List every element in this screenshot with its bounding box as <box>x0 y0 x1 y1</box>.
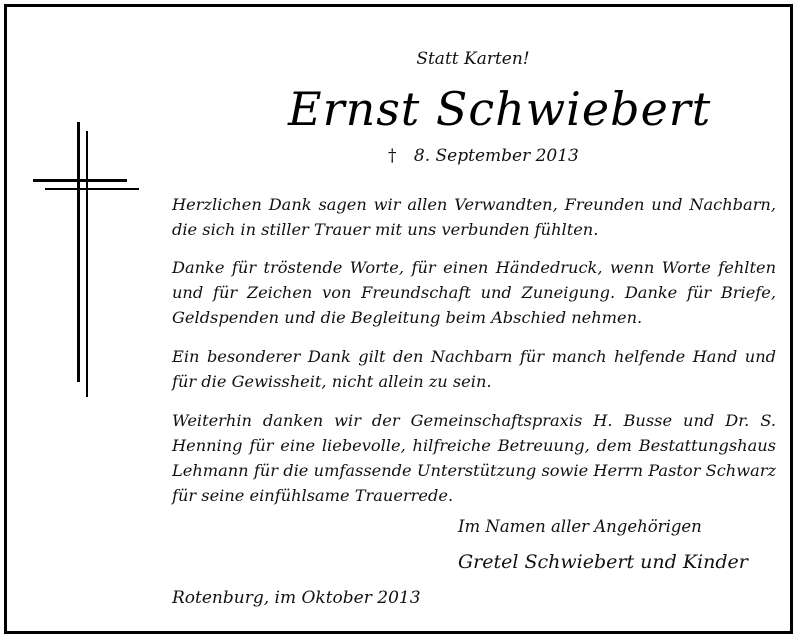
cross-vertical-bar-2 <box>86 131 88 397</box>
dagger-icon: † <box>388 146 397 166</box>
thanks-paragraph-2: Danke für tröstende Worte, für einen Händedruck, wenn Worte fehlten und für Zeichen von Freundschaft und Zuneigung. Danke für Briefe, Geldspenden und die Begleitung beim Abschied nehmen. <box>172 258 776 327</box>
thanks-paragraph-3: Ein besonderer Dank gilt den Nachbarn für manch helfende Hand und für die Gewissheit, nicht allein zu sein. <box>172 347 776 391</box>
death-date: 8. September 2013 <box>413 146 579 166</box>
thanks-paragraph-4: Weiterhin danken wir der Gemeinschaftspraxis H. Busse und Dr. S. Henning für eine liebevolle, hilfreiche Betreuung, dem Bestattungshaus Lehmann für die umfassende Unterstützung sowie Herrn Pastor Schwarz für seine einfühlsame Trauerrede. <box>172 411 776 505</box>
intro-text: Statt Karten! <box>416 49 530 69</box>
death-line <box>388 146 579 166</box>
place-date: Rotenburg, im Oktober 2013 <box>172 588 421 608</box>
signature-intro: Im Namen aller Angehörigen <box>458 517 702 536</box>
signature-names: Gretel Schwiebert und Kinder <box>458 551 748 573</box>
cross-horizontal-bar-1 <box>33 179 127 182</box>
cross-vertical-bar-1 <box>77 122 80 382</box>
cross-horizontal-bar-2 <box>45 188 139 190</box>
thanks-paragraph-1: Herzlichen Dank sagen wir allen Verwandten, Freunden und Nachbarn, die sich in stiller Trauer mit uns verbunden fühlten. <box>172 195 776 239</box>
deceased-name: Ernst Schwiebert <box>288 82 712 136</box>
